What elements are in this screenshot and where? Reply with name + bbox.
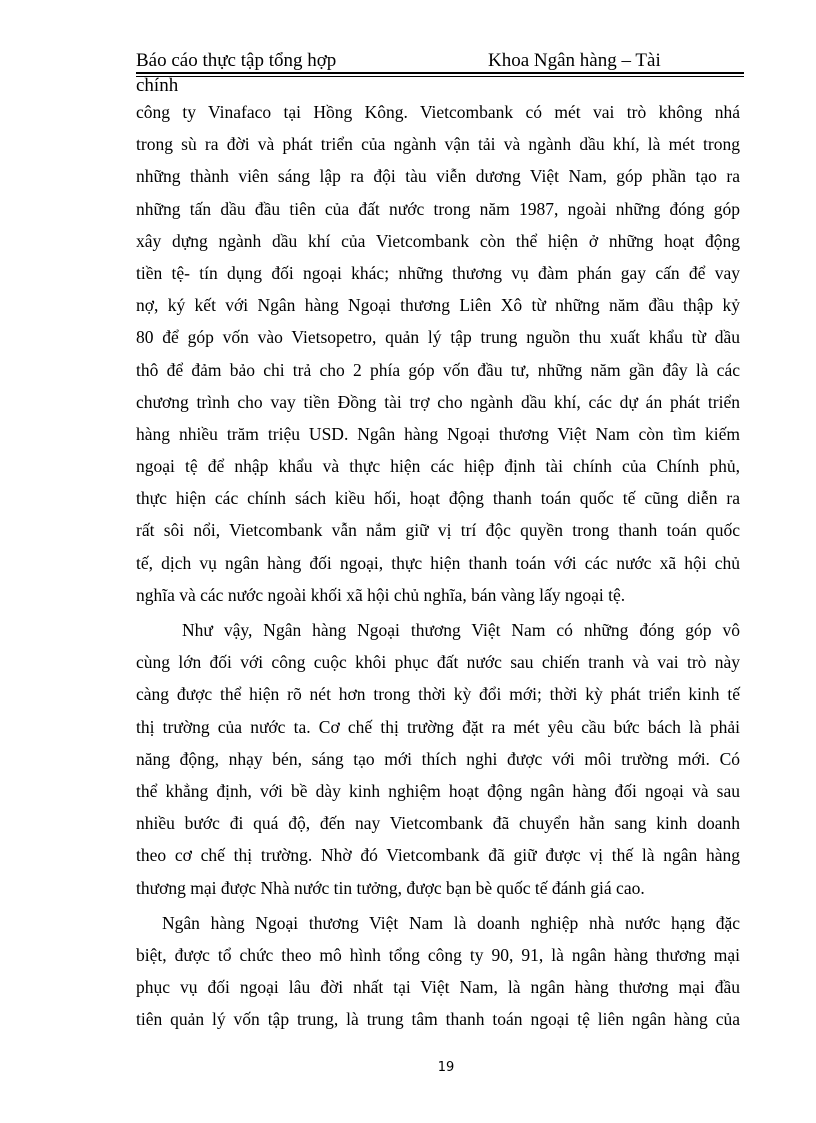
text-line: phục vụ đối ngoại lâu đời nhất tại Việt Nam, là ngân hàng thương mại đầu (136, 977, 740, 998)
text-line: thể khẳng định, với bề dày kinh nghiệm hoạt động ngân hàng đối ngoại và sau (136, 780, 740, 801)
text-line: thương mại được Nhà nước tin tưởng, được bạn bè quốc tế đánh giá cao. (136, 877, 645, 898)
text-line: tiền tệ- tín dụng đối ngoại khác; những thương vụ đàm phán gay cấn để vay (136, 262, 740, 283)
text-line: cùng lớn đối với công cuộc khôi phục đất nước sau chiến tranh và vai trò này (136, 652, 740, 673)
text-line: xây dựng ngành dầu khí của Vietcombank còn thể hiện ở những hoạt động (136, 230, 740, 251)
text-line: trong sù ra đời và phát triển của ngành vận tải và ngành dầu khí, là mét trong (136, 134, 740, 155)
paragraph-continuation (136, 96, 740, 611)
text-line: 80 để góp vốn vào Vietsopetro, quản lý tập trung nguồn thu xuất khẩu từ dầu (136, 327, 740, 348)
text-line: Như vậy, Ngân hàng Ngoại thương Việt Nam có những đóng góp vô (182, 620, 740, 640)
text-line: ngoại tệ để nhập khẩu và thực hiện các hiệp định tài chính của Chính phủ, (136, 456, 740, 477)
text-line: thô để đảm bảo chi trả cho 2 phía góp vốn đầu tư, những năm gần đây là các (136, 359, 740, 380)
text-line: tiên quản lý vốn tập trung, là trung tâm thanh toán ngoại tệ liên ngân hàng của (136, 1009, 740, 1030)
header-rule-thin (136, 76, 744, 77)
text-line: nợ, ký kết với Ngân hàng Ngoại thương Liên Xô từ những năm đầu thập kỷ (136, 295, 740, 316)
text-line: biệt, được tổ chức theo mô hình tổng công ty 90, 91, là ngân hàng thương mại (136, 944, 740, 965)
text-line: những thành viên sáng lập ra đội tàu viễn dương Việt Nam, góp phần tạo ra (136, 166, 740, 187)
text-line: càng được thể hiện rõ nét hơn trong thời kỳ đổi mới; thời kỳ phát triển kinh tế (136, 684, 740, 705)
header-faculty-name: Khoa Ngân hàng – Tài (488, 50, 661, 71)
header-report-title: Báo cáo thực tập tổng hợp (136, 50, 337, 71)
body-text (136, 96, 740, 1035)
text-line: công ty Vinafaco tại Hồng Kông. Vietcombank có mét vai trò không nhá (136, 102, 740, 122)
text-line: thị trường của nước ta. Cơ chế thị trường đặt ra mét yêu cầu bức bách là phải (136, 716, 740, 737)
text-line: thực hiện các chính sách kiều hối, hoạt động thanh toán quốc tế cũng diễn ra (136, 488, 740, 509)
header-faculty-name-continuation: chính (136, 75, 179, 96)
text-line: những tấn dầu đầu tiên của đất nước trong năm 1987, ngoài những đóng góp (136, 198, 740, 219)
paragraph-bank-profile (136, 907, 740, 1036)
text-line: rất sôi nổi, Vietcombank vẫn nắm giữ vị trí độc quyền trong thanh toán quốc (136, 520, 740, 541)
text-line: tế, dịch vụ ngân hàng đối ngoại, thực hiện thanh toán với các nước xã hội chủ (136, 552, 740, 573)
text-line: nghĩa và các nước ngoài khối xã hội chủ nghĩa, bán vàng lấy ngoại tệ. (136, 584, 626, 605)
text-line: hàng nhiều trăm triệu USD. Ngân hàng Ngoại thương Việt Nam còn tìm kiếm (136, 423, 740, 444)
header-rule-thick (136, 72, 744, 74)
paragraph-role-in-renewal (136, 614, 740, 904)
text-line: chương trình cho vay tiền Đồng tài trợ cho ngành dầu khí, các dự án phát triển (136, 391, 740, 412)
text-line: nhiều bước đi quá độ, đến nay Vietcombank đã chuyển hẳn sang kinh doanh (136, 813, 740, 834)
text-line: năng động, nhạy bén, sáng tạo mới thích nghi được với môi trường mới. Có (136, 748, 740, 769)
text-line: theo cơ chế thị trường. Nhờ đó Vietcombank đã giữ được vị thế là ngân hàng (136, 845, 740, 866)
text-line: Ngân hàng Ngoại thương Việt Nam là doanh nghiệp nhà nước hạng đặc (162, 912, 740, 933)
page-number: 19 (437, 1060, 455, 1075)
